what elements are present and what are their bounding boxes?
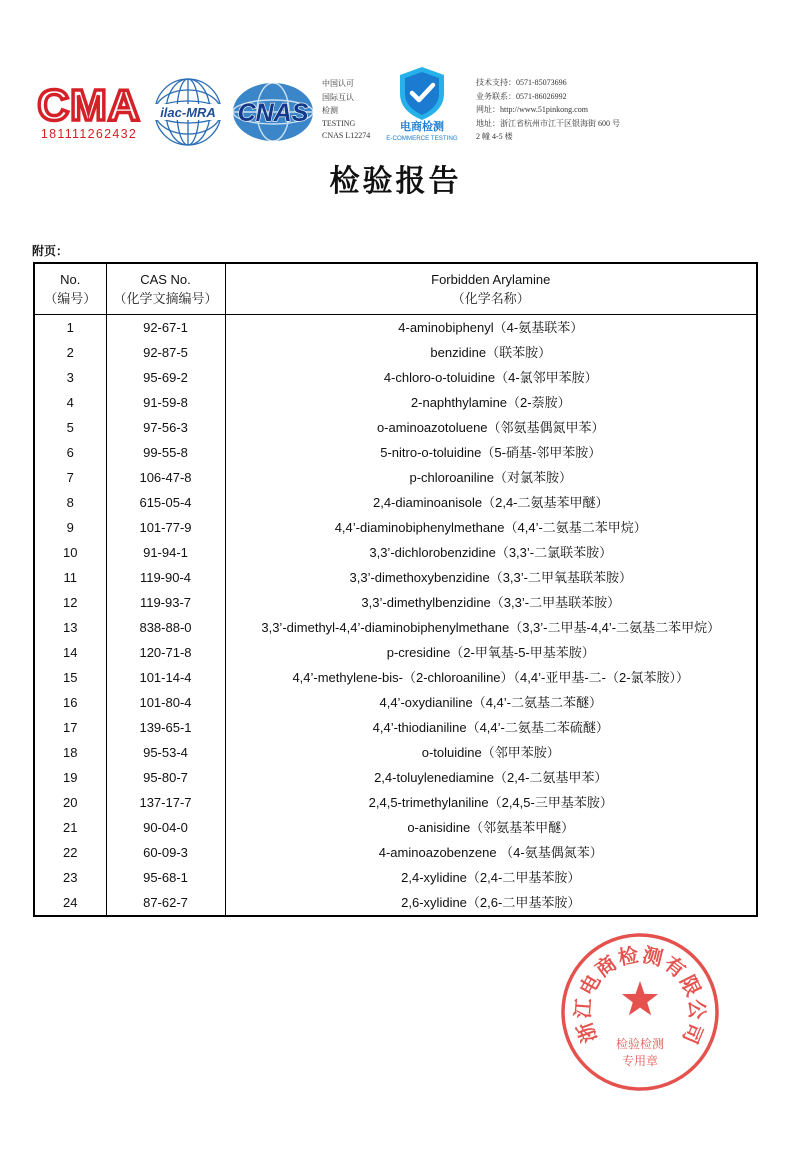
row-number: 3 [34,365,106,390]
appendix-label: 附页： [32,244,69,258]
table-row [34,690,757,715]
chemical-name: o-aminoazotoluene（邻氨基偶氮甲苯） [225,415,757,440]
contact-address: 地址：浙江省杭州市江干区银海街 600 号 [476,119,620,128]
chemical-name: 3,3’-dimethyl-4,4’-diaminobiphenylmethane（3,3’-二甲基-4,4’-二氨基二苯甲烷） [225,615,757,640]
cas-number: 95-80-7 [106,765,225,790]
row-number: 11 [34,565,106,590]
cma-number: 181111262432 [40,127,138,141]
cas-number: 101-14-4 [106,665,225,690]
page-title: 检验报告 [329,164,462,199]
shield-check-icon [400,67,444,120]
chemical-name: 4,4’-thiodianiline（4,4’-二氨基二苯硫醚） [225,715,757,740]
row-number: 2 [34,340,106,365]
row-number: 1 [34,315,106,341]
header-name-cn: （化学名称） [451,291,530,306]
cas-number: 95-69-2 [106,365,225,390]
chemical-name: p-cresidine（2-甲氧基-5-甲基苯胺） [225,640,757,665]
header-number-en: No. [60,272,81,287]
table-row [34,465,757,490]
cas-number: 101-77-9 [106,515,225,540]
cas-number: 87-62-7 [106,890,225,916]
table-row [34,515,757,540]
contact-website: 网址：http://www.51pinkong.com [476,105,588,114]
row-number: 22 [34,840,106,865]
company-seal [558,930,722,1094]
row-number: 19 [34,765,106,790]
contact-business: 业务联系：0571-86026992 [476,92,567,101]
table-row [34,665,757,690]
table-row [34,815,757,840]
table-row [34,765,757,790]
chemical-name: 2,4-toluylenediamine（2,4-二氨基甲苯） [225,765,757,790]
table-row [34,490,757,515]
cas-number: 101-80-4 [106,690,225,715]
contact-address-cont: 2 幢 4-5 楼 [476,132,513,141]
seal-company-name: 浙江电商检测有限公司 [570,942,710,1049]
row-number: 18 [34,740,106,765]
table-row [34,740,757,765]
ilac-mark: ilac-MRA [160,105,216,120]
row-number: 24 [34,890,106,916]
row-number: 9 [34,515,106,540]
cas-number: 615-05-4 [106,490,225,515]
table-row [34,865,757,890]
ecommerce-testing-logo [384,64,460,144]
table-header-row [34,263,757,315]
header-cas-cn: （化学文摘编号） [113,291,218,306]
cnas-logo [227,80,319,144]
row-number: 12 [34,590,106,615]
cnas-mark: CNAS [237,99,309,127]
chemical-name: 4-aminoazobenzene （4-氨基偶氮苯） [225,840,757,865]
cas-number: 92-67-1 [106,315,225,341]
chemical-name: 4-aminobiphenyl（4-氨基联苯） [225,315,757,341]
row-number: 6 [34,440,106,465]
chemical-name: 3,3’-dichlorobenzidine（3,3’-二氯联苯胺） [225,540,757,565]
row-number: 13 [34,615,106,640]
header-number-cn: （编号） [44,291,97,306]
ecommerce-name-en: E-COMMERCE TESTING [386,135,458,142]
accreditation-line: 检测 [322,106,338,115]
table-row [34,615,757,640]
accreditation-line: CNAS L12274 [322,131,371,140]
row-number: 8 [34,490,106,515]
table-row [34,415,757,440]
cas-number: 119-93-7 [106,590,225,615]
chemical-name: o-toluidine（邻甲苯胺） [225,740,757,765]
table-row [34,565,757,590]
seal-line-1: 检验检测 [615,1037,665,1051]
cas-number: 838-88-0 [106,615,225,640]
row-number: 17 [34,715,106,740]
row-number: 15 [34,665,106,690]
chemical-name: 5-nitro-o-toluidine（5-硝基-邻甲苯胺） [225,440,757,465]
table-row [34,790,757,815]
accreditation-line: 国际互认 [322,93,354,102]
chemical-name: 2,6-xylidine（2,6-二甲基苯胺） [225,890,757,916]
ilac-mra-logo [149,75,227,149]
header-cas-en: CAS No. [140,272,191,287]
table-row [34,340,757,365]
row-number: 20 [34,790,106,815]
chemical-name: 4,4’-methylene-bis-（2-chloroaniline）（4,4’-亚甲基-二-（2-氯苯胺）） [225,665,757,690]
cas-number: 92-87-5 [106,340,225,365]
chemical-name: 4-chloro-o-toluidine（4-氯邻甲苯胺） [225,365,757,390]
table-row [34,540,757,565]
cas-number: 91-94-1 [106,540,225,565]
row-number: 4 [34,390,106,415]
chemical-name: 2,4-xylidine（2,4-二甲基苯胺） [225,865,757,890]
contact-tech-support: 技术支持：0571-85073696 [476,78,567,87]
cma-mark: CMA [37,81,141,130]
cas-number: 139-65-1 [106,715,225,740]
cma-logo [34,76,144,142]
chemical-name: 2,4,5-trimethylaniline（2,4,5-三甲基苯胺） [225,790,757,815]
chemical-name: 4,4’-diaminobiphenylmethane（4,4’-二氨基二苯甲烷） [225,515,757,540]
cas-number: 97-56-3 [106,415,225,440]
seal-line-2: 专用章 [621,1054,659,1068]
table-row [34,390,757,415]
accreditation-line: 中国认可 [322,79,354,88]
cas-number: 91-59-8 [106,390,225,415]
table-row [34,440,757,465]
header-cas [106,263,225,315]
chemical-name: 2,4-diaminoanisole（2,4-二氨基苯甲醚） [225,490,757,515]
table-row [34,365,757,390]
cas-number: 95-68-1 [106,865,225,890]
cas-number: 120-71-8 [106,640,225,665]
row-number: 7 [34,465,106,490]
chemical-name: 2-naphthylamine（2-萘胺） [225,390,757,415]
chemical-name: 3,3’-dimethoxybenzidine（3,3’-二甲氧基联苯胺） [225,565,757,590]
cas-number: 99-55-8 [106,440,225,465]
row-number: 16 [34,690,106,715]
cas-number: 137-17-7 [106,790,225,815]
row-number: 5 [34,415,106,440]
header-name-en: Forbidden Arylamine [431,272,551,287]
arylamine-table [33,262,758,917]
table-row [34,640,757,665]
table-row [34,890,757,916]
table-row [34,715,757,740]
accreditation-line: TESTING [322,119,356,128]
table-row [34,315,757,341]
chemical-name: p-chloroaniline（对氯苯胺） [225,465,757,490]
header-number [34,263,106,315]
chemical-name: 3,3’-dimethylbenzidine（3,3’-二甲基联苯胺） [225,590,757,615]
row-number: 23 [34,865,106,890]
table-row [34,840,757,865]
cas-number: 95-53-4 [106,740,225,765]
star-icon [622,981,658,1015]
table-row [34,590,757,615]
chemical-name: 4,4’-oxydianiline（4,4’-二氨基二苯醚） [225,690,757,715]
chemical-name: o-anisidine（邻氨基苯甲醚） [225,815,757,840]
chemical-name: benzidine（联苯胺） [225,340,757,365]
cas-number: 119-90-4 [106,565,225,590]
row-number: 21 [34,815,106,840]
row-number: 14 [34,640,106,665]
ecommerce-name-cn: 电商检测 [400,120,444,133]
cas-number: 90-04-0 [106,815,225,840]
row-number: 10 [34,540,106,565]
cas-number: 106-47-8 [106,465,225,490]
cas-number: 60-09-3 [106,840,225,865]
header-name [225,263,757,315]
